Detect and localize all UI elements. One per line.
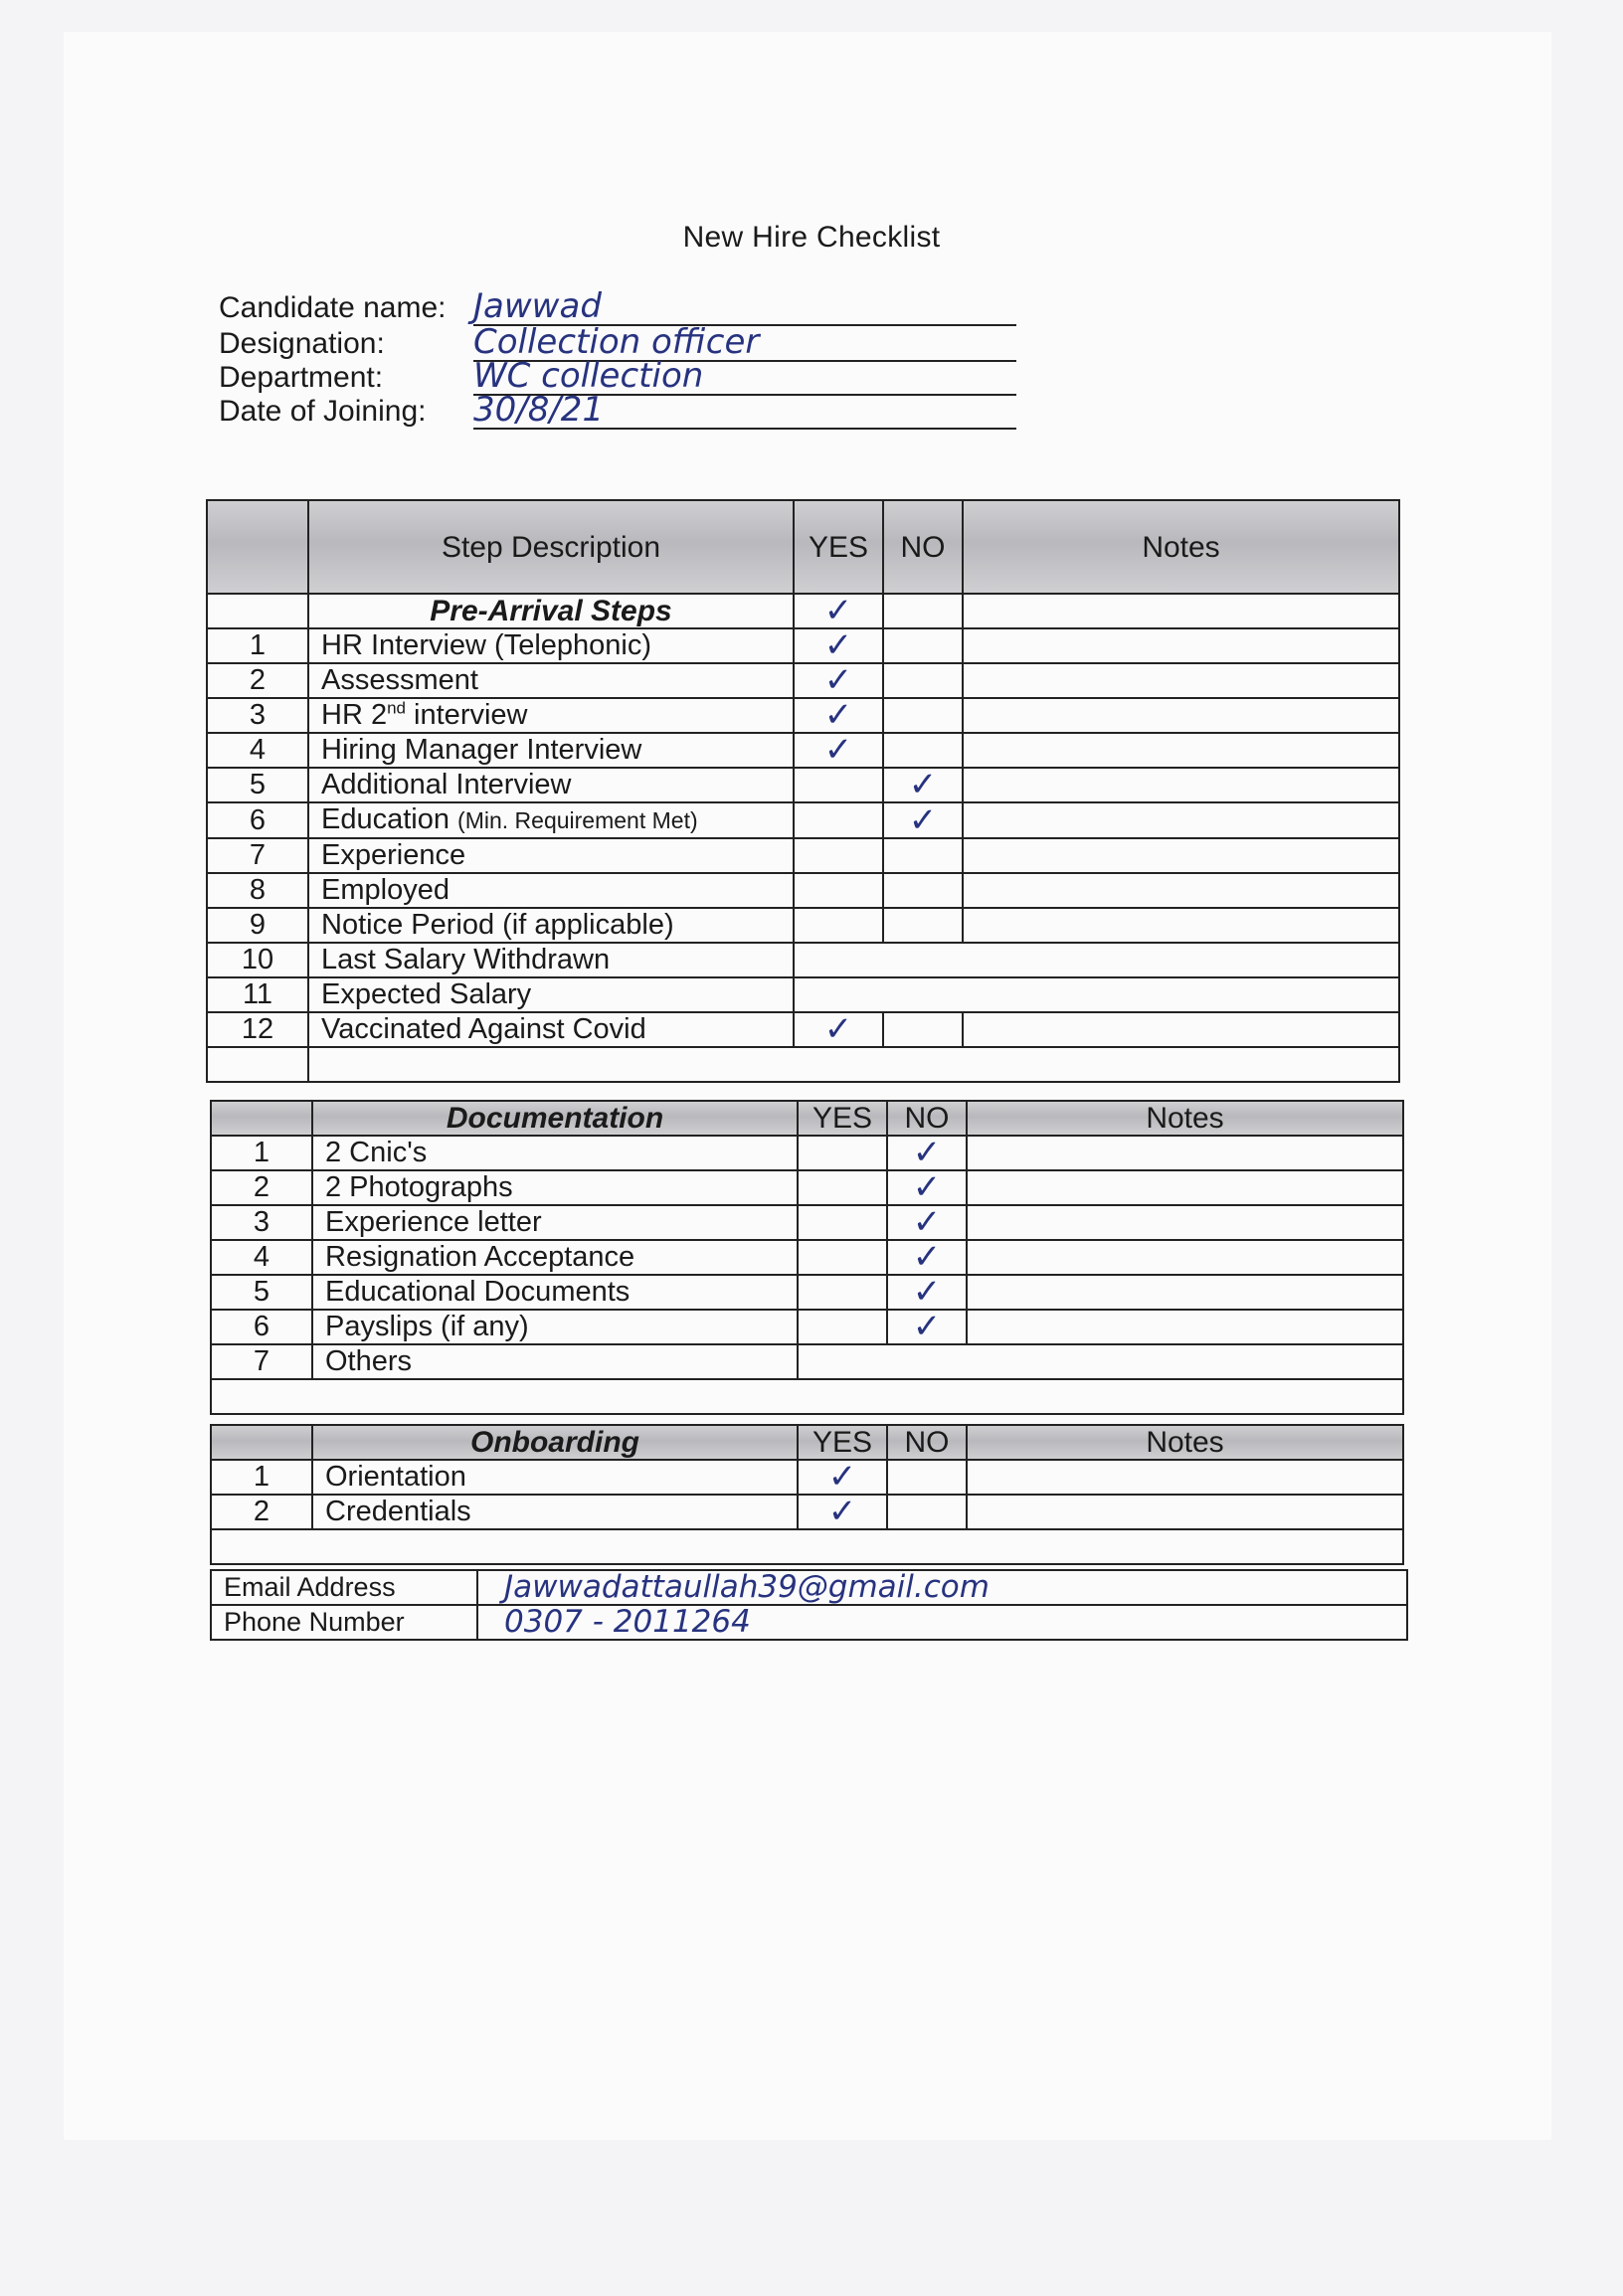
step-description-main: Education xyxy=(321,803,458,835)
no-checkbox[interactable]: ✓ xyxy=(887,1310,967,1344)
yes-checkbox[interactable] xyxy=(798,1170,887,1205)
notes-cell[interactable] xyxy=(963,1012,1399,1047)
step-description: Hiring Manager Interview xyxy=(308,733,794,768)
row-number: 2 xyxy=(211,1170,312,1205)
table-row xyxy=(207,908,1399,943)
row-number: 9 xyxy=(207,908,308,943)
designation-value[interactable]: Collection officer xyxy=(473,322,760,362)
candidate-name-label: Candidate name: xyxy=(219,291,447,324)
notes-cell[interactable] xyxy=(963,628,1399,663)
table-row xyxy=(207,838,1399,873)
onboarding-header-row xyxy=(211,1425,1403,1460)
header-num-cell xyxy=(211,1425,312,1460)
yes-checkbox[interactable]: ✓ xyxy=(794,594,883,628)
notes-cell[interactable] xyxy=(963,873,1399,908)
yes-checkbox[interactable]: ✓ xyxy=(798,1460,887,1495)
row-number: 5 xyxy=(207,768,308,802)
notes-cell[interactable] xyxy=(963,768,1399,802)
yes-checkbox[interactable]: ✓ xyxy=(798,1495,887,1529)
spacer-cell xyxy=(308,1047,1399,1082)
table-row xyxy=(207,628,1399,663)
row-number: 11 xyxy=(207,977,308,1012)
row-number: 1 xyxy=(211,1460,312,1495)
table-row xyxy=(207,873,1399,908)
no-checkbox[interactable]: ✓ xyxy=(887,1275,967,1310)
row-number: 1 xyxy=(207,628,308,663)
row-number: 4 xyxy=(211,1240,312,1275)
step-description: Assessment xyxy=(308,663,794,698)
pre-arrival-section-row xyxy=(207,594,1399,628)
no-checkbox[interactable]: ✓ xyxy=(887,1240,967,1275)
spacer-row xyxy=(207,1047,1399,1082)
yes-checkbox[interactable] xyxy=(794,768,883,802)
table-row xyxy=(211,1275,1403,1310)
row-number: 12 xyxy=(207,1012,308,1047)
no-checkbox[interactable] xyxy=(883,628,963,663)
no-checkbox[interactable]: ✓ xyxy=(887,1136,967,1170)
notes-cell[interactable] xyxy=(967,1240,1403,1275)
header-no: NO xyxy=(887,1425,967,1460)
yes-checkbox[interactable]: ✓ xyxy=(794,1012,883,1047)
table-row xyxy=(207,663,1399,698)
notes-cell[interactable] xyxy=(967,1275,1403,1310)
step-description: Additional Interview xyxy=(308,768,794,802)
step-description: Notice Period (if applicable) xyxy=(308,908,794,943)
email-value[interactable]: Jawwadattaullah39@gmail.com xyxy=(477,1570,1407,1605)
date-of-joining-underline xyxy=(473,428,1016,430)
document-name: 2 Photographs xyxy=(312,1170,798,1205)
step-description: Experience xyxy=(308,838,794,873)
row-number: 1 xyxy=(211,1136,312,1170)
onboarding-step: Orientation xyxy=(312,1460,798,1495)
spacer-row xyxy=(211,1379,1403,1414)
spacer-cell xyxy=(207,1047,308,1082)
table-row xyxy=(207,977,1399,1012)
table-row xyxy=(207,1012,1399,1047)
no-checkbox[interactable]: ✓ xyxy=(883,802,963,838)
header-notes: Notes xyxy=(967,1425,1403,1460)
row-number: 5 xyxy=(211,1275,312,1310)
section-num-cell xyxy=(207,594,308,628)
table-row xyxy=(207,943,1399,977)
contact-table xyxy=(210,1569,1408,1641)
document-name: Resignation Acceptance xyxy=(312,1240,798,1275)
step-description xyxy=(308,698,794,733)
documentation-header-row xyxy=(211,1101,1403,1136)
table-row xyxy=(211,1344,1403,1379)
salary-value-cell[interactable] xyxy=(794,943,1399,977)
date-of-joining-value[interactable]: 30/8/21 xyxy=(473,390,605,430)
header-no: NO xyxy=(883,500,963,594)
notes-cell[interactable] xyxy=(963,594,1399,628)
yes-checkbox[interactable] xyxy=(798,1240,887,1275)
notes-cell[interactable] xyxy=(967,1460,1403,1495)
documentation-title: Documentation xyxy=(312,1101,798,1136)
yes-checkbox[interactable]: ✓ xyxy=(794,663,883,698)
yes-checkbox[interactable] xyxy=(794,873,883,908)
no-checkbox[interactable] xyxy=(883,908,963,943)
table-row xyxy=(211,1136,1403,1170)
row-number: 3 xyxy=(211,1205,312,1240)
step-description: HR Interview (Telephonic) xyxy=(308,628,794,663)
header-yes: YES xyxy=(798,1101,887,1136)
step-description: Employed xyxy=(308,873,794,908)
notes-cell[interactable] xyxy=(967,1495,1403,1529)
no-checkbox[interactable] xyxy=(887,1460,967,1495)
yes-checkbox[interactable] xyxy=(794,838,883,873)
step-description: Last Salary Withdrawn xyxy=(308,943,794,977)
documentation-table xyxy=(210,1100,1404,1415)
no-checkbox[interactable] xyxy=(883,838,963,873)
no-checkbox[interactable] xyxy=(883,594,963,628)
row-number: 2 xyxy=(211,1495,312,1529)
notes-cell[interactable] xyxy=(967,1310,1403,1344)
row-number: 3 xyxy=(207,698,308,733)
pre-arrival-title: Pre-Arrival Steps xyxy=(308,594,794,628)
onboarding-step: Credentials xyxy=(312,1495,798,1529)
yes-checkbox[interactable] xyxy=(798,1310,887,1344)
onboarding-title: Onboarding xyxy=(312,1425,798,1460)
no-checkbox[interactable] xyxy=(883,663,963,698)
spacer-cell xyxy=(211,1529,1403,1564)
salary-value-cell[interactable] xyxy=(794,977,1399,1012)
table-row xyxy=(211,1170,1403,1205)
notes-cell[interactable] xyxy=(967,1170,1403,1205)
form-title: New Hire Checklist xyxy=(682,221,941,254)
header-step-description: Step Description xyxy=(308,500,794,594)
document-name: Payslips (if any) xyxy=(312,1310,798,1344)
notes-cell[interactable] xyxy=(963,663,1399,698)
ordinal-suffix: nd xyxy=(387,698,406,718)
table-row xyxy=(211,1240,1403,1275)
yes-checkbox[interactable] xyxy=(798,1205,887,1240)
email-row xyxy=(211,1570,1407,1605)
no-checkbox[interactable] xyxy=(883,733,963,768)
header-yes: YES xyxy=(794,500,883,594)
yes-checkbox[interactable]: ✓ xyxy=(794,628,883,663)
header-num-cell xyxy=(211,1101,312,1136)
email-label: Email Address xyxy=(211,1570,477,1605)
table-header-row xyxy=(207,500,1399,594)
step-description-note: (Min. Requirement Met) xyxy=(457,807,698,833)
row-number: 10 xyxy=(207,943,308,977)
date-of-joining-label: Date of Joining: xyxy=(219,395,427,428)
yes-checkbox[interactable] xyxy=(794,802,883,838)
notes-cell[interactable] xyxy=(963,908,1399,943)
no-checkbox[interactable] xyxy=(883,873,963,908)
header-notes: Notes xyxy=(963,500,1399,594)
yes-checkbox[interactable]: ✓ xyxy=(794,698,883,733)
phone-row xyxy=(211,1605,1407,1640)
phone-value[interactable]: 0307 - 2011264 xyxy=(477,1605,1407,1640)
table-row xyxy=(207,768,1399,802)
notes-cell[interactable] xyxy=(963,733,1399,768)
notes-cell[interactable] xyxy=(967,1205,1403,1240)
notes-cell[interactable] xyxy=(967,1136,1403,1170)
spacer-cell xyxy=(211,1379,1403,1414)
row-number: 8 xyxy=(207,873,308,908)
step-description: Expected Salary xyxy=(308,977,794,1012)
no-checkbox[interactable] xyxy=(883,698,963,733)
department-value[interactable]: WC collection xyxy=(473,356,704,396)
row-number: 4 xyxy=(207,733,308,768)
header-yes: YES xyxy=(798,1425,887,1460)
yes-checkbox[interactable] xyxy=(798,1275,887,1310)
row-number: 2 xyxy=(207,663,308,698)
no-checkbox[interactable]: ✓ xyxy=(887,1170,967,1205)
row-number: 6 xyxy=(211,1310,312,1344)
notes-cell[interactable] xyxy=(963,838,1399,873)
no-checkbox[interactable] xyxy=(883,1012,963,1047)
table-row xyxy=(211,1495,1403,1529)
yes-checkbox[interactable] xyxy=(794,908,883,943)
header-num-cell xyxy=(207,500,308,594)
row-number: 7 xyxy=(207,838,308,873)
step-description-rest: interview xyxy=(406,699,528,731)
notes-cell[interactable] xyxy=(963,698,1399,733)
header-notes: Notes xyxy=(967,1101,1403,1136)
pre-arrival-table xyxy=(206,499,1400,1083)
table-row xyxy=(211,1460,1403,1495)
step-description-main: HR 2 xyxy=(321,699,388,731)
document-name: Educational Documents xyxy=(312,1275,798,1310)
department-label: Department: xyxy=(219,361,384,394)
yes-checkbox[interactable]: ✓ xyxy=(794,733,883,768)
table-row xyxy=(207,802,1399,838)
phone-label: Phone Number xyxy=(211,1605,477,1640)
no-checkbox[interactable]: ✓ xyxy=(883,768,963,802)
header-no: NO xyxy=(887,1101,967,1136)
table-row xyxy=(211,1310,1403,1344)
document-name: 2 Cnic's xyxy=(312,1136,798,1170)
candidate-name-value[interactable]: Jawwad xyxy=(473,286,602,326)
no-checkbox[interactable]: ✓ xyxy=(887,1205,967,1240)
yes-checkbox[interactable] xyxy=(798,1136,887,1170)
row-number: 7 xyxy=(211,1344,312,1379)
step-description xyxy=(308,802,794,838)
no-checkbox[interactable] xyxy=(887,1495,967,1529)
step-description: Vaccinated Against Covid xyxy=(308,1012,794,1047)
spacer-row xyxy=(211,1529,1403,1564)
notes-cell[interactable] xyxy=(963,802,1399,838)
document-name: Experience letter xyxy=(312,1205,798,1240)
row-number: 6 xyxy=(207,802,308,838)
document-name: Others xyxy=(312,1344,798,1379)
table-row xyxy=(207,733,1399,768)
table-row xyxy=(211,1205,1403,1240)
others-value-cell[interactable] xyxy=(798,1344,1403,1379)
onboarding-table xyxy=(210,1424,1404,1565)
designation-label: Designation: xyxy=(219,327,385,360)
table-row xyxy=(207,698,1399,733)
